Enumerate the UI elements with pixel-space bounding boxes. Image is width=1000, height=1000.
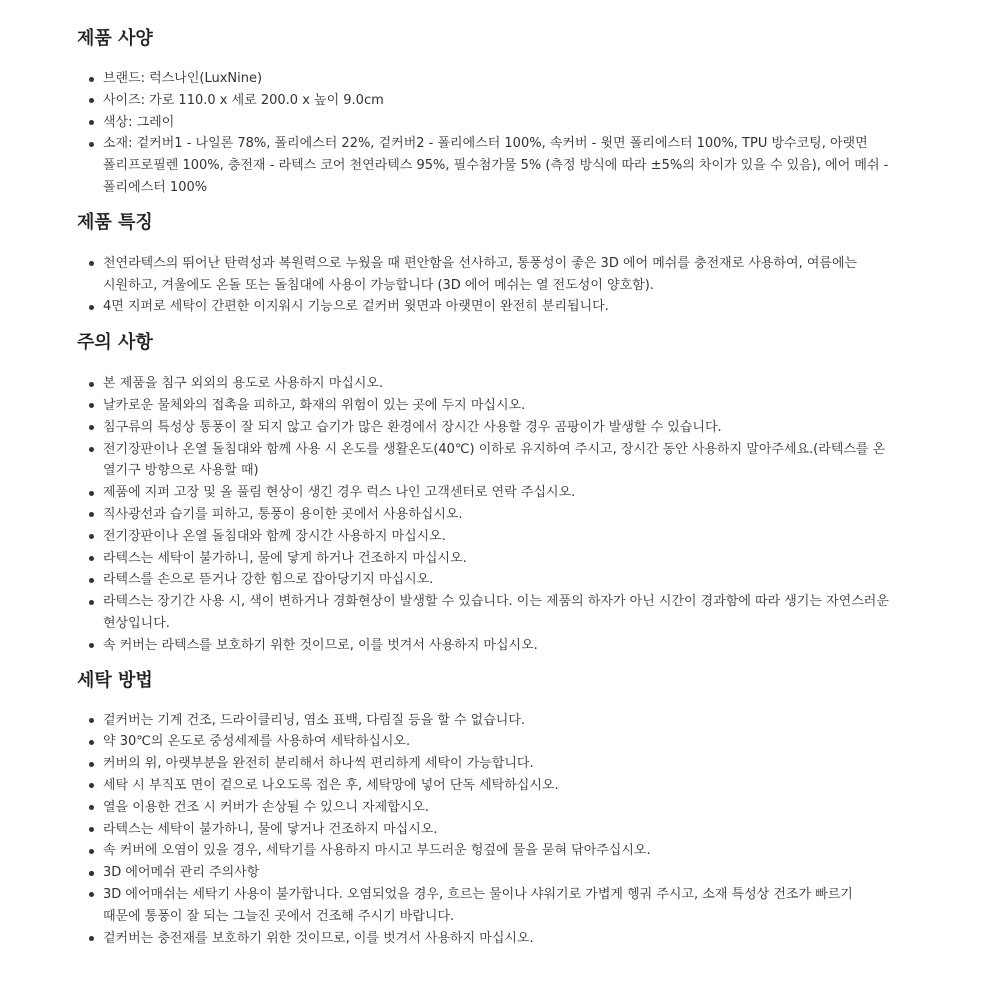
list-item: 본 제품을 침구 외외의 용도로 사용하지 마십시오. [77, 373, 889, 395]
list-item: 라텍스를 손으로 뜯거나 강한 힘으로 잡아당기지 마십시오. [77, 569, 889, 591]
washing-list [77, 710, 889, 950]
list-item: 날카로운 물체와의 접촉을 피하고, 화재의 위험이 있는 곳에 두지 마십시오. [77, 395, 889, 417]
list-item: 겉커버는 충전재를 보호하기 위한 것이므로, 이를 벗겨서 사용하지 마십시오. [77, 928, 889, 950]
features-section [77, 210, 1000, 318]
list-item: 침구류의 특성상 통풍이 잘 되지 않고 습기가 많은 환경에서 장시간 사용할 경우 곰팡이가 발생할 수 있습니다. [77, 417, 889, 439]
list-item: 속 커버에 오염이 있을 경우, 세탁기를 사용하지 마시고 부드러운 헝겊에 물을 묻혀 닦아주십시오. [77, 840, 889, 862]
list-item: 열을 이용한 건조 시 커버가 손상될 수 있으니 자제합시오. [77, 797, 889, 819]
list-item: 사이즈: 가로 110.0 x 세로 200.0 x 높이 9.0cm [77, 90, 889, 112]
list-item: 라텍스는 장기간 사용 시, 색이 변하거나 경화현상이 발생할 수 있습니다. 이는 제품의 하자가 아닌 시간이 경과함에 따라 생기는 자연스러운 현상입니다. [77, 591, 889, 635]
spec-title: 제품 사양 [77, 28, 153, 49]
spec-section [77, 26, 1000, 199]
list-item: 커버의 위, 아랫부분을 완전히 분리해서 하나씩 편리하게 세탁이 가능합니다. [77, 753, 889, 775]
washing-section [77, 668, 1000, 950]
list-item: 3D 에어매쉬는 세탁기 사용이 불가합니다. 오염되었을 경우, 흐르는 물이나 샤워기로 가볍게 헹궈 주시고, 소재 특성상 건조가 빠르기 때문에 통풍이 잘 되는 그늘진 곳에서 건조해 주시기 바랍니다. [77, 884, 889, 928]
features-title: 제품 특징 [77, 211, 153, 233]
list-item: 겉커버는 기계 건조, 드라이클리닝, 염소 표백, 다림질 등을 할 수 없습니다. [77, 710, 889, 732]
caution-list [77, 373, 894, 656]
spec-list [77, 68, 893, 199]
caution-section [77, 330, 1000, 656]
list-item: 약 30℃의 온도로 중성세제를 사용하여 세탁하십시오. [77, 731, 889, 753]
list-item: 전기장판이나 온열 돌침대와 함께 사용 시 온도를 생활온도(40℃) 이하로 유지하여 주시고, 장시간 동안 사용하지 말아주세요.(라텍스를 온 열기구 방향으로 사용할 때) [77, 439, 889, 483]
list-item: 라텍스는 세탁이 불가하니, 물에 닿거나 건조하지 마십시오. [77, 819, 889, 841]
list-item: 직사광선과 습기를 피하고, 통풍이 용이한 곳에서 사용하십시오. [77, 504, 889, 526]
list-item: 소재: 겉커버1 - 나일론 78%, 폴리에스터 22%, 겉커버2 - 폴리에스터 100%, 속커버 - 윗면 폴리에스터 100%, TPU 방수코팅, 아랫면 폴리프로필렌 100%, 충전재 - 라텍스 코어 천연라텍스 95%, 필수첨가물 5% (측정 방식에 따라 ±5%의 차이가 있을 수 있음), 에어 메쉬 - 폴리에스터 100% [77, 133, 889, 198]
list-item: 색상: 그레이 [77, 112, 889, 134]
features-list [77, 253, 889, 318]
list-item: 세탁 시 부직포 면이 겉으로 나오도록 접은 후, 세탁망에 넣어 단독 세탁하십시오. [77, 775, 889, 797]
caution-title: 주의 사항 [77, 332, 153, 354]
washing-title: 세탁 방법 [77, 669, 153, 691]
list-item: 제품에 지퍼 고장 및 올 풀림 현상이 생긴 경우 럭스 나인 고객센터로 연락 주십시오. [77, 482, 889, 504]
list-item: 라텍스는 세탁이 불가하니, 물에 닿게 하거나 건조하지 마십시오. [77, 548, 889, 570]
list-item: 전기장판이나 온열 돌침대와 함께 장시간 사용하지 마십시오. [77, 526, 889, 548]
list-item: 속 커버는 라텍스를 보호하기 위한 것이므로, 이를 벗겨서 사용하지 마십시오. [77, 635, 889, 657]
list-item: 3D 에어메쉬 관리 주의사항 [77, 862, 889, 884]
list-item: 천연라텍스의 뛰어난 탄력성과 복원력으로 누웠을 때 편안함을 선사하고, 통풍성이 좋은 3D 에어 메쉬를 충전재로 사용하여, 여름에는 시원하고, 겨울에도 온돌 또는 돌침대에 사용이 가능합니다 (3D 에어 메쉬는 열 전도성이 양호함). [77, 253, 889, 297]
list-item: 브랜드: 럭스나인(LuxNine) [77, 68, 889, 90]
list-item: 4면 지퍼로 세탁이 간편한 이지워시 기능으로 겉커버 윗면과 아랫면이 완전히 분리됩니다. [77, 296, 889, 318]
